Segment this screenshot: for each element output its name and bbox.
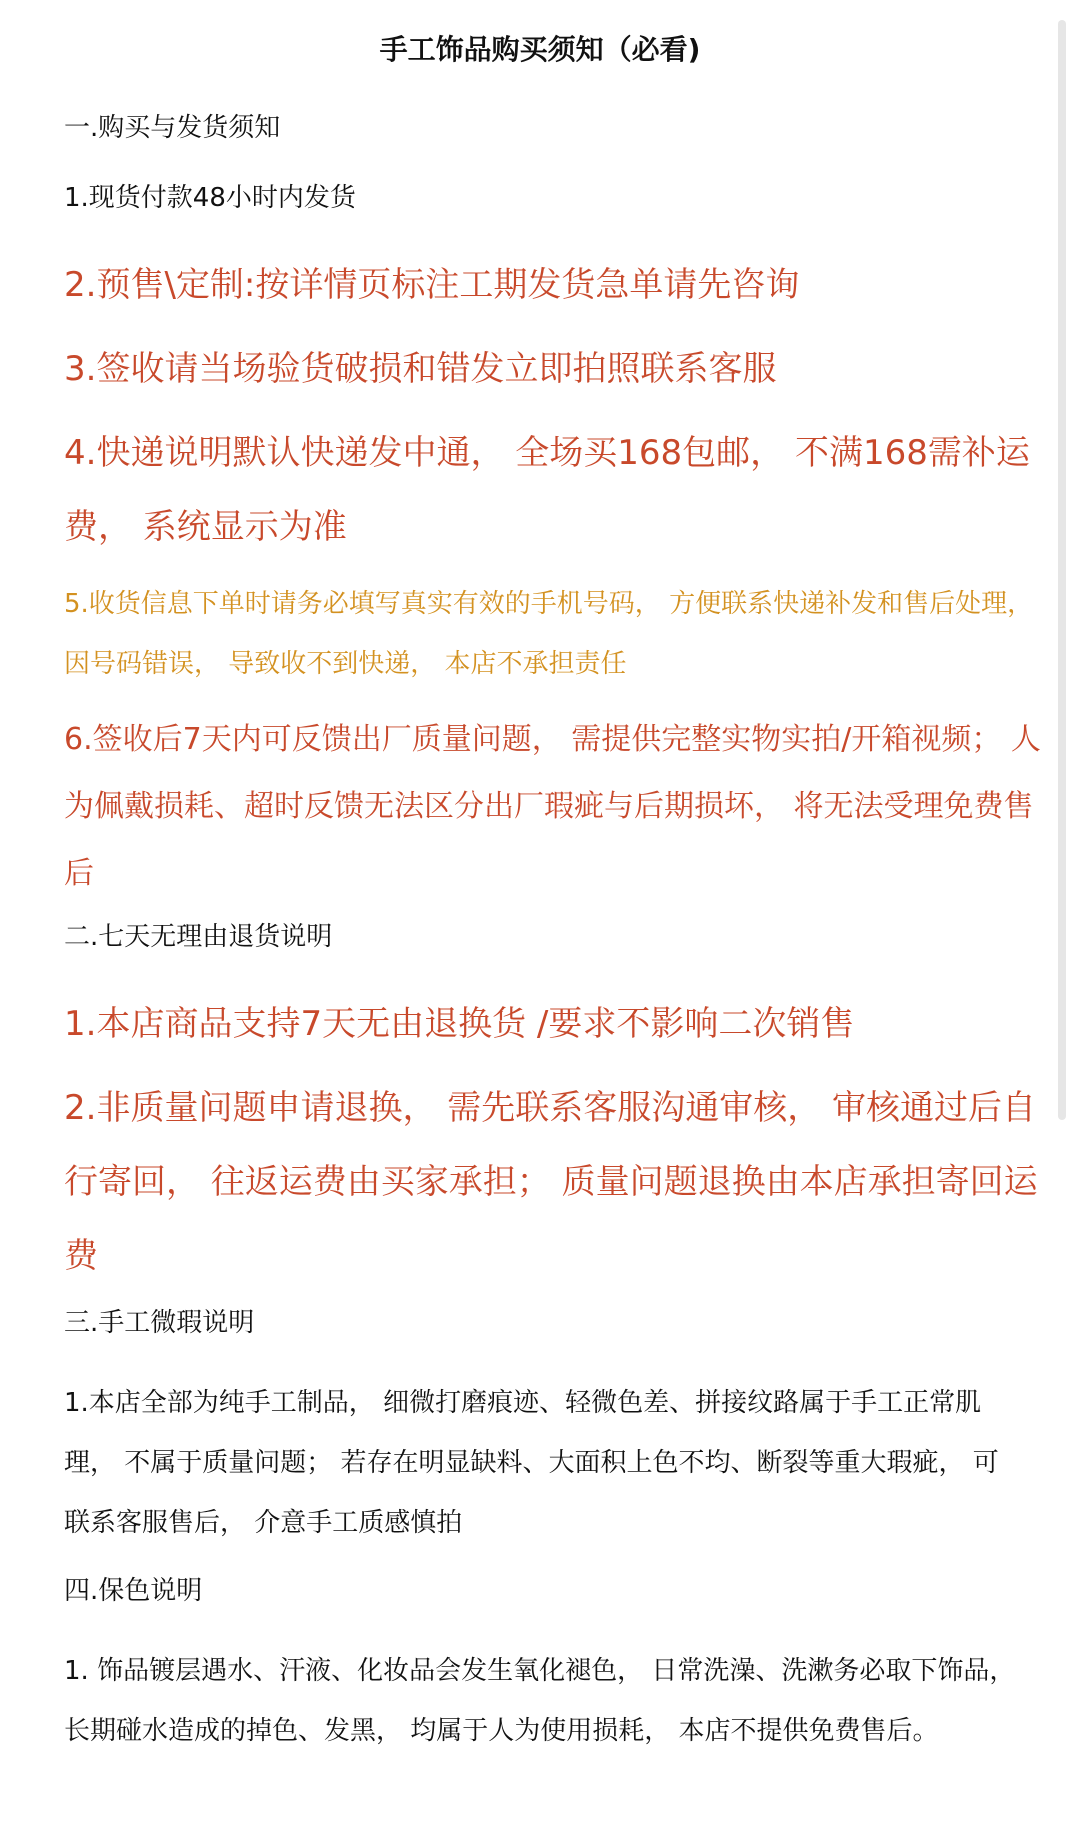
notice-item-shipping-time: 1.现货付款48小时内发货	[64, 183, 356, 213]
section-heading-color-care: 四.保色说明	[64, 1576, 203, 1606]
notice-item-handmade: 1.本店全部为纯手工制品， 细微打磨痕迹、轻微色差、拼接纹路属于手工正常肌理， 不属于质量问题； 若存在明显缺料、大面积上色不均、断裂等重大瑕疵， 可联系客服售后， 介意手工质感慎拍	[64, 1388, 999, 1538]
section-heading-purchase-shipping: 一.购买与发货须知	[64, 113, 281, 143]
notice-item-return-shipping: 2.非质量问题申请退换， 需先联系客服沟通审核， 审核通过后自行寄回， 往返运费由买家承担； 质量问题退换由本店承担寄回运费	[64, 1088, 1038, 1276]
notice-item-contact-info: 5.收货信息下单时请务必填写真实有效的手机号码， 方便联系快递补发和售后处理， 因号码错误， 导致收不到快递， 本店不承担责任	[64, 589, 1034, 679]
page-title: 手工饰品购买须知（必看)	[379, 33, 701, 66]
notice-item-quality-feedback: 6.签收后7天内可反馈出厂质量问题， 需提供完整实物实拍/开箱视频； 人为佩戴损耗、超时反馈无法区分出厂瑕疵与后期损坏， 将无法受理免费售后	[64, 722, 1041, 891]
section-heading-returns: 二.七天无理由退货说明	[64, 922, 333, 952]
notice-item-plating: 1. 饰品镀层遇水、汗液、化妆品会发生氧化褪色， 日常洗澡、洗漱务必取下饰品， 长期碰水造成的掉色、发黑， 均属于人为使用损耗， 本店不提供免费售后。	[64, 1656, 1016, 1746]
scrollbar[interactable]	[1058, 20, 1066, 1120]
notice-item-seven-day-return: 1.本店商品支持7天无由退换货 /要求不影响二次销售	[64, 1004, 855, 1044]
section-heading-handmade-flaws: 三.手工微瑕说明	[64, 1308, 255, 1338]
notice-item-inspection: 3.签收请当场验货破损和错发立即拍照联系客服	[64, 349, 777, 389]
notice-item-presale: 2.预售\定制:按详情页标注工期发货急单请先咨询	[64, 265, 800, 305]
notice-item-courier: 4.快递说明默认快递发中通， 全场买168包邮， 不满168需补运费， 系统显示为准	[64, 433, 1030, 547]
